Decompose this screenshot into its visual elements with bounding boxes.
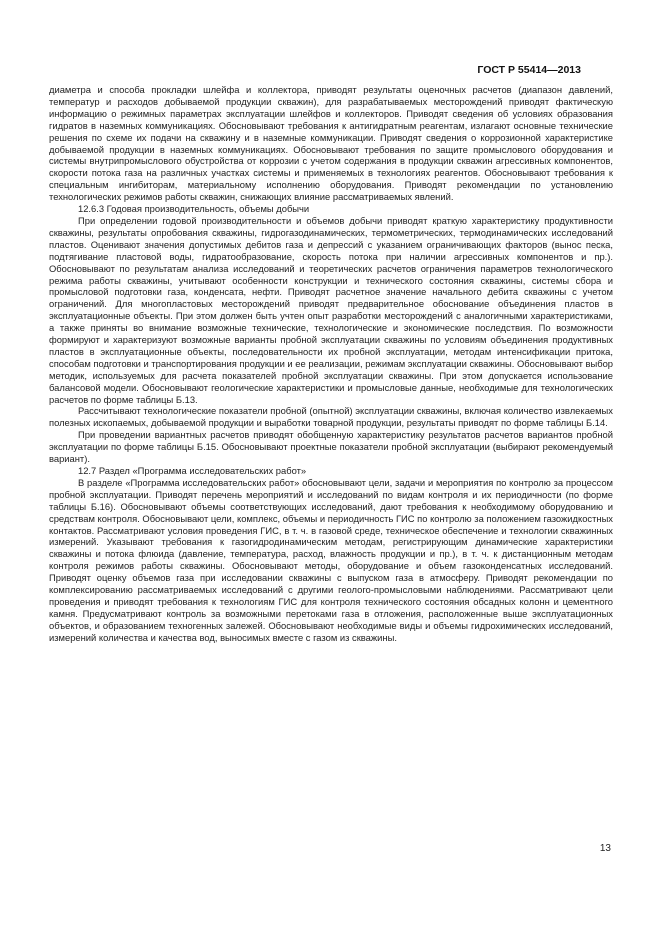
paragraph-technological-indicators: Рассчитывают технологические показатели пробной (опытной) эксплуатации скважины, включая количество извлекаемых полезных ископаемых, добываемой продукции и выработки товарной продукции, результаты приводят по форме таблицы Б.14. [49,405,613,429]
page-number: 13 [599,843,611,854]
paragraph-productivity: При определении годовой производительности и объемов добычи приводят краткую характеристику продуктивности скважины, результаты опробования скважины, гидрогазодинамических, термометрических, термодинамических исследований пластов. Оценивают значения допустимых дебитов газа и депрессий с указанием ограничивающих факторов (вынос песка, подтягивание пластовой воды, гидратообразование, скорость потока при наличии агрессивных компонентов и пр.). Обосновывают по результатам анализа исследований и теоретических расчетов ограничения параметров технологического режима работы скважины, учитывают особенности конструкции и технического состояния скважины, системы сбора и промысловой подготовки газа, конденсата, нефти. Приводят расчетное значение начального дебита скважины с учетом ограничений. Для многопластовых месторождений приводят предварительное обоснование объединения пластов в эксплуатационные объекты. При этом должен быть учтен опыт разработки месторождений с аналогичными характеристиками, а также приняты во внимание возможные технические, технологические и экономические последствия. По возможности формируют и характеризуют возможные варианты пробной эксплуатации скважины по условиям объединения продуктивных пластов в эксплуатационные объекты, последовательности их пробной эксплуатации, методам интенсификации притока, способам подготовки и транспортирования продукции и ее реализации, режимам эксплуатации скважины. Обосновывают выбор методик, используемых для расчета показателей пробной эксплуатации скважины. При этом допускается использование балансовой модели. Обосновывают геологические характеристики и промысловые данные, необходимые для технологических расчетов по форме таблицы Б.13. [49,214,613,405]
subsection-heading-12-6-3: 12.6.3 Годовая производительность, объемы добычи [78,203,310,215]
paragraph-variant-calculations: При проведении вариантных расчетов приводят обобщенную характеристику результатов расчетов вариантов пробной эксплуатации по форме таблицы Б.15. Обосновывают проектные показатели пробной эксплуатации (выбирают рекомендуемый вариант). [49,429,613,465]
paragraph-research-program: В разделе «Программа исследовательских работ» обосновывают цели, задачи и мероприятия по контролю за процессом пробной эксплуатации. Приводят перечень мероприятий и исследований по видам контроля и их периодичности (по форме таблицы Б.16). Обосновывают объемы соответствующих исследований, дают требования к необходимому оборудованию и средствам контроля. Обосновывают цели, комплекс, объемы и периодичность ГИС по контролю за положением газожидкостных контактов. Рассматривают условия проведения ГИС, в т. ч. в газовой среде, техническое обеспечение и технологии скважинных измерений. Указывают требования к газогидродинамическим методам, регистрирующим динамические характеристики скважины и потока флюида (давление, температура, расход, влажность продукции и пр.), в т. ч. к дистанционным методам контроля режимов работы скважины. Обосновывают методы, оборудование и объем газоконденсатных исследований. Приводят оценку объемов газа при исследовании скважины с выпуском газа в атмосферу. Приводят рекомендации по комплексированию рассматриваемых исследований с другими геолого-промысловыми наблюдениями. Рассматривают цели проведения и приводят требования к технологиям ГИС для контроля технического состояния обсадных колонн и цементного камня. Предусматривают контроль за возможными перетоками газа в отложения, расположенные выше эксплуатационных объектов, и образованием техногенных залежей. Обосновывают необходимые виды и объемы гидрохимических исследований, измерений количества и качества вод, выносимых вместе с газом из скважины. [49,476,613,643]
standard-header: ГОСТ Р 55414—2013 [477,64,581,76]
document-body [49,84,613,644]
paragraph-continuation: диаметра и способа прокладки шлейфа и коллектора, приводят результаты оценочных расчетов (диапазон давлений, температур и расходов добываемой продукции скважин), для разрабатываемых месторождений приводят фактическую информацию о режимных параметрах эксплуатации шлейфов и коллекторов. Приводят сведения об условиях образования гидратов в наземных коммуникациях. Обосновывают требования к антигидратным реагентам, излагают основные технические решения по схеме их подачи на скважину и в наземные коммуникации. Приводят сведения о коррозионной характеристике добываемой продукции в наземных коммуникациях. Обосновывают требования по защите промыслового оборудования и системы внутрипромыслового обустройства от коррозии с учетом содержания в продукции скважин агрессивных компонентов, скорости потока газа на различных участках системы и применяемых в технологиях реагентов. Обосновывают требования к специальным ингибиторам, материальному исполнению оборудования. Приводят рекомендации по установлению технологических режимов работы скважин, снижающих влияние рассматриваемых явлений. [49,84,613,203]
section-heading-12-7: 12.7 Раздел «Программа исследовательских работ» [78,465,307,476]
